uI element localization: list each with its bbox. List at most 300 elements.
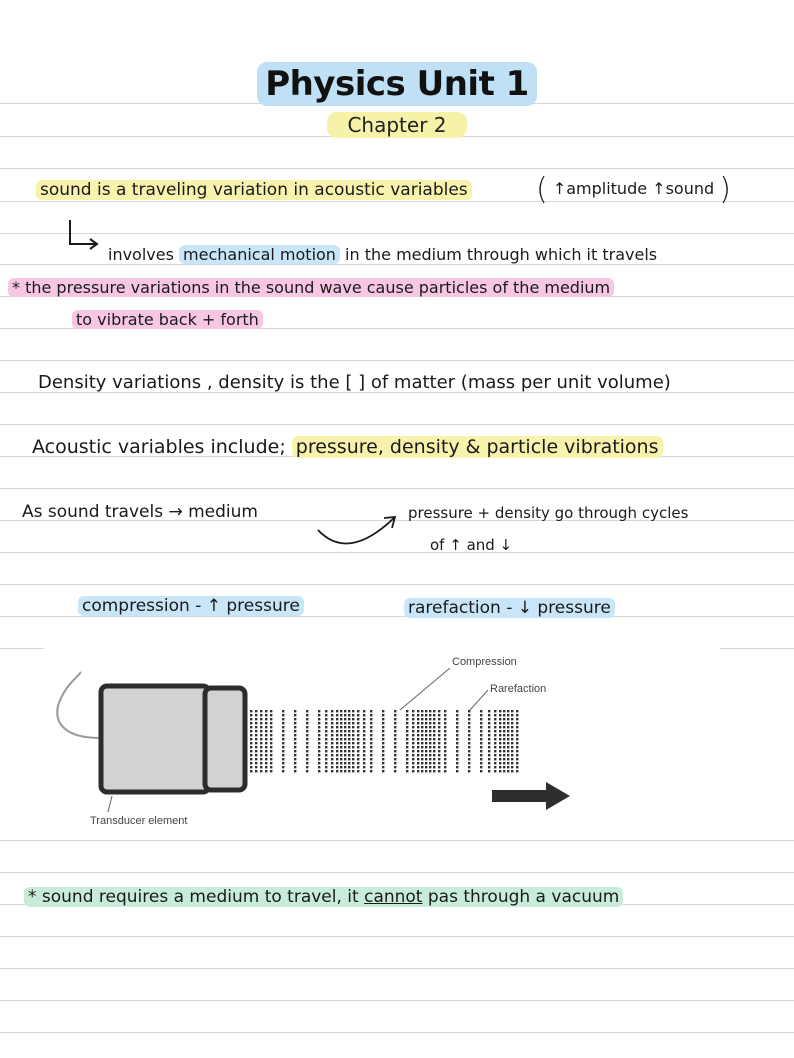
wave-particle: [363, 718, 365, 720]
wave-particle: [425, 746, 427, 748]
wave-particle: [318, 718, 320, 720]
wave-particle: [433, 718, 435, 720]
wave-particle: [370, 766, 372, 768]
wave-particle: [340, 754, 342, 756]
wave-particle: [499, 766, 501, 768]
sound-wave-diagram: [0, 648, 794, 840]
wave-particle: [294, 738, 296, 740]
wave-particle: [425, 714, 427, 716]
wave-particle: [255, 770, 257, 772]
wave-particle: [294, 730, 296, 732]
note-line-acoustic-variables: [32, 436, 663, 458]
wave-particle: [394, 738, 396, 740]
wave-particle: [421, 726, 423, 728]
wave-particle: [425, 766, 427, 768]
wave-particle: [357, 754, 359, 756]
title-wrap: [0, 62, 794, 106]
wave-particle: [456, 758, 458, 760]
wave-particle: [270, 710, 272, 712]
wave-particle: [348, 762, 350, 764]
wave-particle: [444, 754, 446, 756]
wave-particle: [363, 758, 365, 760]
wave-particle: [344, 750, 346, 752]
wave-particle: [250, 750, 252, 752]
wave-particle: [318, 754, 320, 756]
wave-particle: [406, 754, 408, 756]
wave-particle: [438, 734, 440, 736]
wave-particle: [412, 758, 414, 760]
wave-particle: [348, 722, 350, 724]
page-subtitle: Chapter 2: [327, 112, 466, 138]
wave-particle: [344, 742, 346, 744]
wave-particle: [255, 754, 257, 756]
wave-particle: [336, 714, 338, 716]
wave-particle: [468, 770, 470, 772]
wave-particle: [294, 710, 296, 712]
wave-particle: [336, 726, 338, 728]
up-down-text: of ↑ and ↓: [430, 536, 513, 554]
wave-particle: [421, 758, 423, 760]
wave-particle: [511, 714, 513, 716]
wave-particle: [306, 754, 308, 756]
wave-particle: [503, 750, 505, 752]
wave-particle: [503, 734, 505, 736]
wave-particle: [265, 710, 267, 712]
wave-particle: [336, 766, 338, 768]
wave-particle: [325, 754, 327, 756]
wave-particle: [406, 766, 408, 768]
wave-particle: [352, 714, 354, 716]
wave-particle: [255, 758, 257, 760]
wave-particle: [336, 770, 338, 772]
wave-particle: [499, 746, 501, 748]
curved-arrow-icon: [312, 510, 404, 556]
wave-particle: [325, 750, 327, 752]
wave-particle: [331, 722, 333, 724]
wave-particle: [433, 738, 435, 740]
wave-particle: [456, 770, 458, 772]
wave-particle: [511, 738, 513, 740]
wave-particle: [250, 726, 252, 728]
wave-particle: [282, 770, 284, 772]
wave-particle: [348, 754, 350, 756]
wave-particle: [421, 766, 423, 768]
wave-particle: [516, 718, 518, 720]
wave-particle: [336, 734, 338, 736]
wave-particle: [318, 726, 320, 728]
wave-particle: [488, 726, 490, 728]
wave-particle: [417, 754, 419, 756]
rarefaction-text: rarefaction - ↓ pressure: [404, 598, 615, 618]
wave-particle: [357, 730, 359, 732]
wave-particle: [306, 714, 308, 716]
wave-particle: [421, 742, 423, 744]
wave-particle: [425, 710, 427, 712]
wave-particle: [417, 718, 419, 720]
wave-particle: [370, 718, 372, 720]
wave-particle: [429, 718, 431, 720]
wave-particle: [260, 758, 262, 760]
wave-particle: [318, 730, 320, 732]
wave-particle: [516, 750, 518, 752]
wave-particle: [499, 770, 501, 772]
wave-particle: [357, 758, 359, 760]
wave-particle: [357, 762, 359, 764]
wave-particle: [331, 742, 333, 744]
wave-particle: [503, 770, 505, 772]
wave-particle: [348, 742, 350, 744]
wave-particle: [382, 762, 384, 764]
wave-particle: [507, 738, 509, 740]
wave-particle: [516, 734, 518, 736]
wave-particle: [421, 738, 423, 740]
wave-particle: [325, 762, 327, 764]
wave-particle: [370, 734, 372, 736]
wave-particle: [425, 734, 427, 736]
wave-particle: [421, 746, 423, 748]
acoustic-variables-pre: Acoustic variables include;: [32, 436, 286, 458]
wave-particle: [480, 746, 482, 748]
wave-particle: [250, 742, 252, 744]
wave-particle: [507, 758, 509, 760]
wave-particle: [336, 730, 338, 732]
wave-particle: [480, 742, 482, 744]
wave-particle: [433, 742, 435, 744]
wave-particle: [494, 738, 496, 740]
wave-particle: [488, 722, 490, 724]
wave-particle: [363, 742, 365, 744]
wave-particle: [494, 718, 496, 720]
paren-note: [536, 172, 731, 207]
wave-particle: [306, 750, 308, 752]
wave-particle: [344, 770, 346, 772]
wave-particle: [382, 714, 384, 716]
wave-particle: [255, 730, 257, 732]
wave-particle: [417, 730, 419, 732]
wave-particle: [412, 770, 414, 772]
wave-particle: [382, 742, 384, 744]
wave-particle: [294, 714, 296, 716]
wave-particle: [456, 722, 458, 724]
wave-particle: [394, 730, 396, 732]
wave-particle: [318, 750, 320, 752]
wave-particle: [331, 766, 333, 768]
wave-particle: [294, 734, 296, 736]
wave-particle: [499, 722, 501, 724]
wave-particle: [265, 742, 267, 744]
wave-particle: [260, 714, 262, 716]
wave-particle: [433, 726, 435, 728]
wave-particle: [503, 714, 505, 716]
wave-particle: [325, 770, 327, 772]
wave-particle: [352, 742, 354, 744]
wave-particle: [417, 722, 419, 724]
wave-particle: [429, 714, 431, 716]
wave-particle: [370, 746, 372, 748]
wave-particle: [382, 766, 384, 768]
wave-particle: [480, 766, 482, 768]
wave-particle: [438, 710, 440, 712]
wave-particle: [255, 710, 257, 712]
wave-particle: [438, 766, 440, 768]
wave-particle: [294, 762, 296, 764]
wave-particle: [250, 738, 252, 740]
wave-particle: [480, 718, 482, 720]
wave-particle: [429, 738, 431, 740]
wave-particle: [250, 710, 252, 712]
wave-particle: [352, 738, 354, 740]
wave-particle: [456, 738, 458, 740]
wave-particle: [250, 754, 252, 756]
wave-particle: [516, 762, 518, 764]
wave-particle: [488, 738, 490, 740]
wave-particle: [438, 730, 440, 732]
wave-particle: [438, 742, 440, 744]
wave-particle: [456, 762, 458, 764]
wave-particle: [421, 718, 423, 720]
wave-particle: [260, 710, 262, 712]
wave-particle: [511, 742, 513, 744]
wave-particle: [325, 746, 327, 748]
wave-particle: [348, 726, 350, 728]
wave-particle: [357, 714, 359, 716]
wave-particle: [363, 730, 365, 732]
wave-particle: [370, 750, 372, 752]
wave-particle: [250, 722, 252, 724]
page-title: Physics Unit 1: [257, 62, 537, 106]
wave-particle: [494, 742, 496, 744]
wave-particle: [260, 770, 262, 772]
wave-particle: [444, 726, 446, 728]
wave-particle: [425, 770, 427, 772]
wave-particle: [516, 738, 518, 740]
wave-particle: [417, 726, 419, 728]
wave-particle: [270, 726, 272, 728]
wave-particle: [282, 766, 284, 768]
wave-particle: [516, 746, 518, 748]
wave-particle: [406, 762, 408, 764]
wave-particle: [344, 738, 346, 740]
wave-particle: [433, 770, 435, 772]
wave-particle: [336, 762, 338, 764]
wave-particle: [370, 722, 372, 724]
wave-particle: [433, 722, 435, 724]
wave-particle: [494, 734, 496, 736]
wave-particle: [516, 722, 518, 724]
wave-particle: [417, 742, 419, 744]
wave-particle: [438, 722, 440, 724]
wave-particle: [468, 742, 470, 744]
wave-particle: [325, 738, 327, 740]
wave-particle: [488, 710, 490, 712]
wave-particle: [357, 726, 359, 728]
wave-particle: [480, 734, 482, 736]
wave-particle: [250, 766, 252, 768]
wave-particle: [265, 738, 267, 740]
wave-particle: [294, 766, 296, 768]
wave-particle: [382, 726, 384, 728]
wave-particle: [340, 718, 342, 720]
wave-particle: [352, 722, 354, 724]
wave-particle: [444, 734, 446, 736]
wave-particle: [357, 710, 359, 712]
wave-particle: [352, 734, 354, 736]
wave-particle: [331, 714, 333, 716]
wave-particle: [318, 746, 320, 748]
wave-particle: [507, 730, 509, 732]
wave-particle: [511, 730, 513, 732]
wave-particle: [494, 766, 496, 768]
wave-particle: [352, 730, 354, 732]
wave-particle: [507, 714, 509, 716]
wave-particle: [318, 762, 320, 764]
wave-particle: [468, 746, 470, 748]
wave-particle: [306, 722, 308, 724]
wave-particle: [507, 746, 509, 748]
wave-particle: [507, 762, 509, 764]
wave-particle: [260, 766, 262, 768]
wave-particle: [282, 730, 284, 732]
wave-particle: [357, 734, 359, 736]
wave-particle: [363, 714, 365, 716]
wave-particle: [488, 770, 490, 772]
wave-particle: [270, 746, 272, 748]
wave-particle: [363, 746, 365, 748]
wave-particle: [382, 750, 384, 752]
wave-particle: [250, 730, 252, 732]
wave-particle: [363, 734, 365, 736]
wave-particle: [270, 750, 272, 752]
wave-particle: [433, 714, 435, 716]
wave-particle: [352, 770, 354, 772]
wave-particle: [456, 750, 458, 752]
wave-particle: [265, 754, 267, 756]
wave-particle: [425, 722, 427, 724]
wave-particle: [468, 754, 470, 756]
wave-particle: [516, 754, 518, 756]
wave-particle: [438, 726, 440, 728]
wave-particle: [468, 730, 470, 732]
wave-particle: [265, 746, 267, 748]
wave-particle: [444, 730, 446, 732]
wave-particle: [260, 746, 262, 748]
wave-particle: [511, 750, 513, 752]
wave-particle: [429, 742, 431, 744]
wave-particle: [444, 746, 446, 748]
wave-particle: [511, 710, 513, 712]
wave-particle: [394, 734, 396, 736]
wave-particle: [438, 758, 440, 760]
wave-particle: [382, 734, 384, 736]
wave-particle: [270, 762, 272, 764]
wave-particle: [503, 738, 505, 740]
transducer-diagram-drawing: [0, 648, 794, 840]
wave-particle: [406, 758, 408, 760]
wave-particle: [348, 730, 350, 732]
wave-particle: [412, 766, 414, 768]
mechanical-motion-highlight: mechanical motion: [179, 245, 340, 264]
wave-particle: [260, 738, 262, 740]
wave-particle: [282, 726, 284, 728]
wave-particle: [425, 750, 427, 752]
wave-particle: [516, 730, 518, 732]
wave-particle: [363, 726, 365, 728]
wave-particle: [429, 746, 431, 748]
wave-particle: [488, 750, 490, 752]
wave-particle: [306, 770, 308, 772]
wave-particle: [406, 730, 408, 732]
density-text: Density variations , density is the [ ] of matter (mass per unit volume): [38, 372, 671, 393]
note-line-vibrate: [72, 310, 263, 329]
wave-particle: [348, 734, 350, 736]
wave-particle: [370, 762, 372, 764]
wave-particle: [270, 742, 272, 744]
wave-particle: [417, 714, 419, 716]
wave-particle: [336, 750, 338, 752]
wave-particle: [429, 722, 431, 724]
wave-particle: [421, 770, 423, 772]
wave-particle: [507, 722, 509, 724]
wave-particle: [406, 726, 408, 728]
wave-particle: [444, 710, 446, 712]
wave-particle: [331, 730, 333, 732]
wave-particle: [265, 730, 267, 732]
wave-particle: [260, 734, 262, 736]
wave-particle: [255, 746, 257, 748]
wave-particle: [394, 726, 396, 728]
wave-particle: [394, 710, 396, 712]
wave-particle: [370, 714, 372, 716]
wave-particle: [270, 754, 272, 756]
vibrate-text: to vibrate back + forth: [72, 310, 263, 329]
wave-particle: [412, 726, 414, 728]
wave-particle: [306, 766, 308, 768]
wave-particle: [370, 738, 372, 740]
wave-particle: [406, 750, 408, 752]
wave-particle: [348, 766, 350, 768]
wave-particle: [412, 710, 414, 712]
wave-particle: [417, 738, 419, 740]
wave-particle: [480, 738, 482, 740]
wave-particle: [382, 718, 384, 720]
wave-particle: [494, 714, 496, 716]
wave-particle: [412, 714, 414, 716]
wave-particle: [255, 722, 257, 724]
wave-particle: [444, 758, 446, 760]
wave-particle: [270, 770, 272, 772]
wave-particle: [363, 710, 365, 712]
wave-particle: [260, 718, 262, 720]
wave-particle: [382, 730, 384, 732]
sound-definition-text: sound is a traveling variation in acoustic variables: [36, 180, 472, 200]
wave-particle: [394, 754, 396, 756]
wave-particle: [270, 718, 272, 720]
wave-particle: [507, 770, 509, 772]
wave-particle: [494, 726, 496, 728]
wave-particle: [294, 746, 296, 748]
wave-particle: [499, 730, 501, 732]
wave-particle: [260, 726, 262, 728]
wave-particle: [511, 718, 513, 720]
wave-particle: [382, 722, 384, 724]
wave-particle: [265, 718, 267, 720]
wave-particle: [265, 766, 267, 768]
mechanical-motion-post: in the medium through which it travels: [345, 245, 658, 264]
wave-particle: [282, 710, 284, 712]
note-line-pressure-variations: [8, 278, 614, 297]
wave-particle: [499, 734, 501, 736]
wave-particle: [318, 714, 320, 716]
